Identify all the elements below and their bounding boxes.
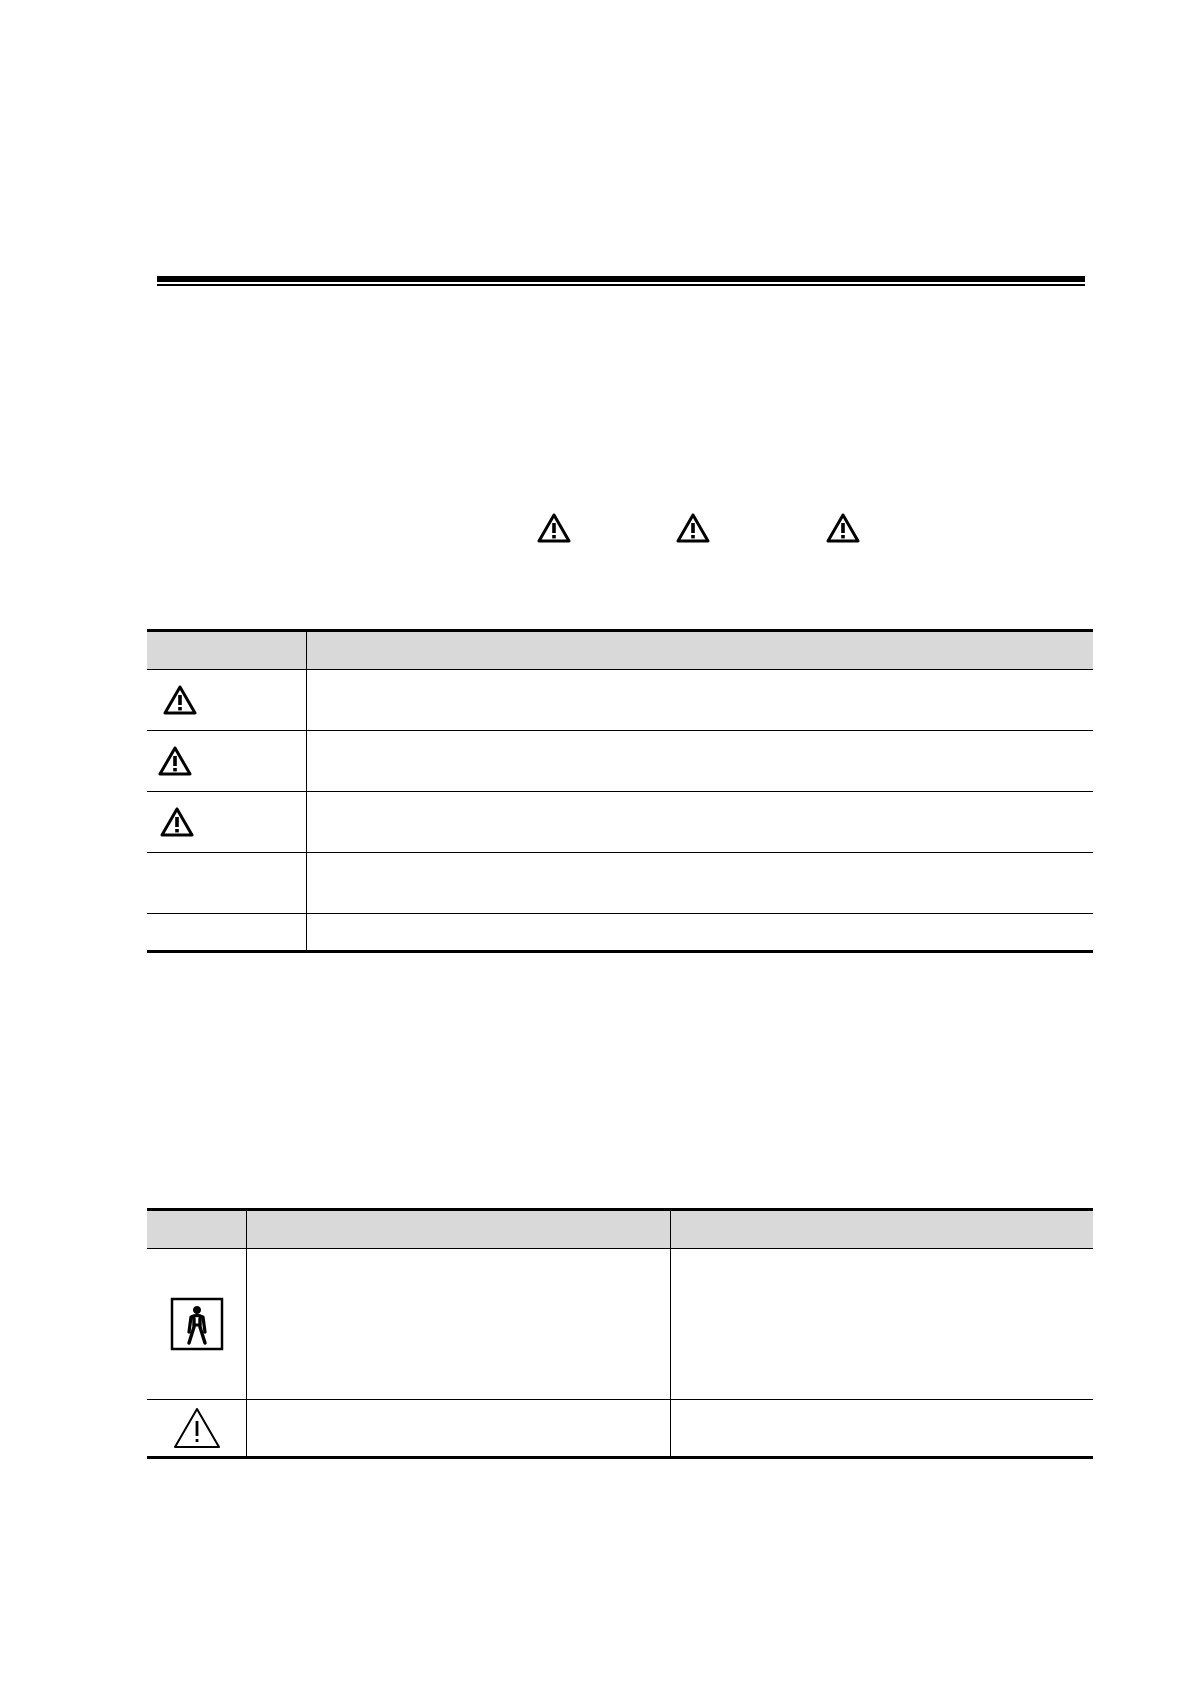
symbol-table bbox=[147, 1208, 1093, 1459]
symbol-cell bbox=[147, 1400, 247, 1458]
table-row bbox=[147, 1400, 1093, 1458]
signal-word-table bbox=[147, 629, 1093, 953]
description-cell bbox=[247, 1249, 671, 1400]
table-row bbox=[147, 792, 1093, 853]
table-header-cell bbox=[147, 1210, 247, 1249]
table-row bbox=[147, 1249, 1093, 1400]
description-cell bbox=[307, 670, 1094, 731]
table-header-cell bbox=[247, 1210, 671, 1249]
description-cell bbox=[247, 1400, 671, 1458]
symbol-cell bbox=[147, 731, 307, 792]
explanation-cell bbox=[671, 1249, 1094, 1400]
warning-triangle-icon bbox=[163, 685, 197, 715]
table-header-cell bbox=[671, 1210, 1094, 1249]
heading-rule-thin bbox=[157, 284, 1085, 286]
table-row bbox=[147, 914, 1093, 952]
table-row bbox=[147, 731, 1093, 792]
description-cell bbox=[307, 731, 1094, 792]
warning-triangle-icon bbox=[826, 513, 860, 543]
heading-rule-thick bbox=[157, 276, 1085, 282]
symbol-cell bbox=[147, 853, 307, 914]
symbol-cell bbox=[147, 1249, 247, 1400]
description-cell bbox=[307, 914, 1094, 952]
symbol-cell bbox=[147, 670, 307, 731]
warning-triangle-icon bbox=[676, 513, 710, 543]
symbol-cell bbox=[147, 792, 307, 853]
table-header-row bbox=[147, 631, 1093, 670]
description-cell bbox=[307, 853, 1094, 914]
table-header-row bbox=[147, 1210, 1093, 1249]
warning-triangle-icon bbox=[158, 746, 192, 776]
description-cell bbox=[307, 792, 1094, 853]
explanation-cell bbox=[671, 1400, 1094, 1458]
warning-triangle-icon bbox=[160, 807, 194, 837]
table-header-cell bbox=[147, 631, 307, 670]
warning-triangle-icon bbox=[537, 513, 571, 543]
type-bf-applied-part-icon bbox=[170, 1297, 224, 1351]
attention-triangle-icon bbox=[173, 1407, 221, 1449]
table-row bbox=[147, 853, 1093, 914]
chapter-heading-rule bbox=[157, 276, 1085, 286]
symbol-cell bbox=[147, 914, 307, 952]
table-row bbox=[147, 670, 1093, 731]
table-header-cell bbox=[307, 631, 1094, 670]
